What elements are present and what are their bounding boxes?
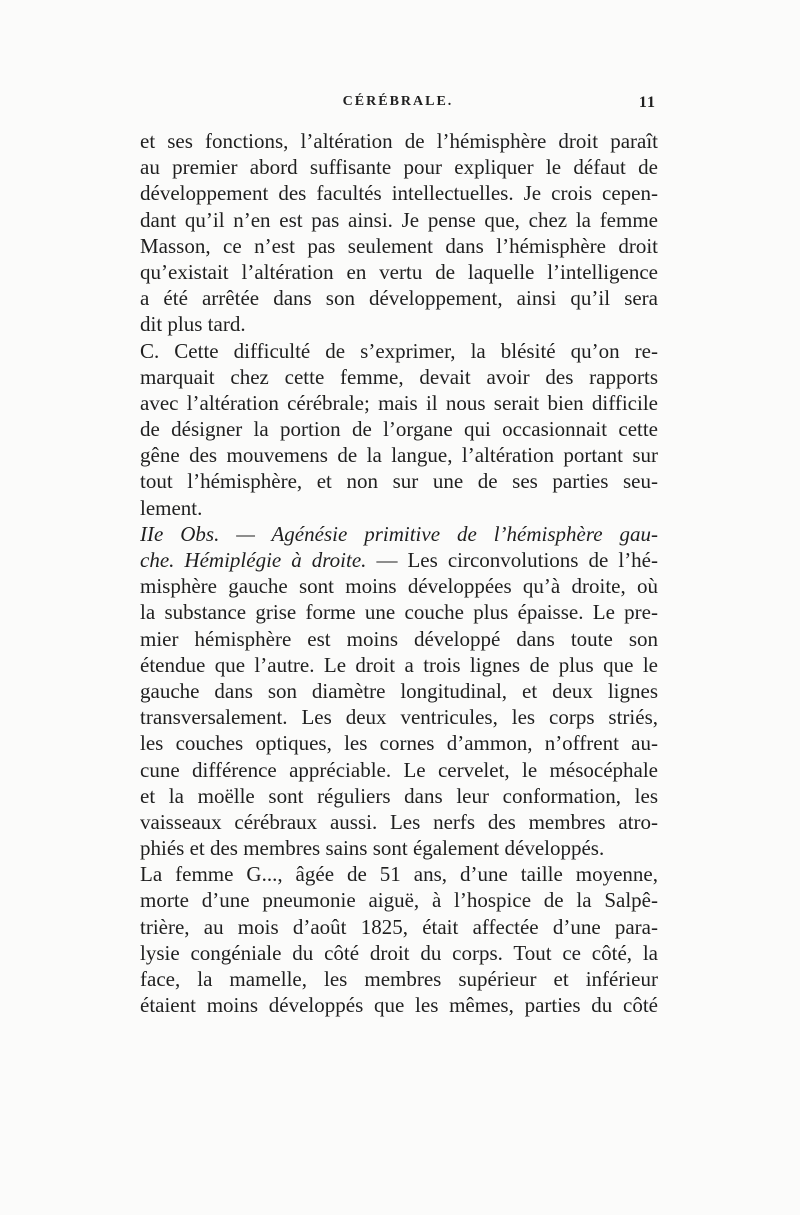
line-text: Masson, ce n’est pas seulement dans l’hémisphère droit — [140, 233, 658, 258]
text-line — [140, 599, 658, 625]
line-text: C. Cette difficulté de s’exprimer, la blésité qu’on re- — [140, 338, 658, 363]
line-text: misphère gauche sont moins développées qu’à droite, où — [140, 574, 658, 599]
text-line — [140, 390, 658, 416]
line-text: — Les circonvolutions de l’hé- — [366, 548, 658, 572]
line-text: les couches optiques, les cornes d’ammon, n’offrent au- — [140, 731, 658, 756]
line-text: étaient moins développés que les mêmes, parties du côté — [140, 993, 658, 1018]
running-head — [140, 94, 656, 118]
line-text: face, la mamelle, les membres supérieur et inférieur — [140, 967, 658, 991]
text-line — [140, 992, 658, 1018]
text-line — [140, 757, 658, 783]
text-line — [140, 783, 658, 809]
line-text: phiés et des membres sains sont également développés. — [140, 836, 605, 861]
line-text: cune différence appréciable. Le cervelet, le mésocéphale — [140, 757, 658, 782]
line-text: au premier abord suffisante pour expliquer le défaut de — [140, 155, 658, 180]
line-text: gauche dans son diamètre longitudinal, et deux lignes — [140, 678, 658, 703]
text-line — [140, 180, 658, 206]
line-text: mier hémisphère est moins développé dans toute son — [140, 626, 658, 651]
text-line — [140, 233, 658, 259]
line-text: lysie congéniale du côté droit du corps. Tout ce côté, la — [140, 940, 658, 965]
text-line — [140, 311, 658, 337]
text-line — [140, 652, 658, 678]
line-text: marquait chez cette femme, devait avoir des rapports — [140, 364, 658, 389]
line-text: transversalement. Les deux ventricules, les corps striés, — [140, 705, 658, 730]
line-text: morte d’une pneumonie aiguë, à l’hospice de la Salpê- — [140, 888, 658, 913]
line-text: qu’existait l’altération en vertu de laquelle l’intelligence — [140, 259, 658, 284]
text-line — [140, 704, 658, 730]
text-line — [140, 442, 658, 468]
text-line — [140, 285, 658, 311]
line-text: La femme G..., âgée de 51 ans, d’une taille moyenne, — [140, 862, 658, 887]
line-text: trière, au mois d’août 1825, était affectée d’une para- — [140, 914, 658, 939]
text-line — [140, 468, 658, 494]
line-text: a été arrêtée dans son développement, ainsi qu’il sera — [140, 286, 658, 311]
line-text: vaisseaux cérébraux aussi. Les nerfs des membres atro- — [140, 809, 658, 834]
text-line — [140, 128, 658, 154]
text-line — [140, 626, 658, 652]
italic-heading: che. Hémiplégie à droite. — [140, 548, 367, 572]
text-line — [140, 730, 658, 756]
line-text: tout l’hémisphère, et non sur une de ses parties seu- — [140, 469, 658, 494]
line-text: de désigner la portion de l’organe qui occasionnait cette — [140, 417, 658, 442]
text-line — [140, 966, 658, 992]
text-line — [140, 416, 658, 442]
text-line — [140, 521, 658, 547]
line-text: lement. — [140, 495, 203, 520]
text-line — [140, 887, 658, 913]
line-text: gêne des mouvemens de la langue, l’altération portant sur — [140, 443, 658, 468]
text-line — [140, 495, 658, 521]
text-line — [140, 861, 658, 887]
line-text: développement des facultés intellectuelles. Je crois cepen- — [140, 181, 658, 206]
line-text: et la moëlle sont réguliers dans leur conformation, les — [140, 783, 658, 808]
line-text: dant qu’il n’en est pas ainsi. Je pense que, chez la femme — [140, 207, 658, 232]
page-number: 11 — [638, 94, 656, 111]
running-title: CÉRÉBRALE. — [342, 94, 454, 109]
line-text: étendue que l’autre. Le droit a trois lignes de plus que le — [140, 652, 658, 677]
text-line — [140, 835, 658, 861]
line-text: avec l’altération cérébrale; mais il nous serait bien difficile — [140, 390, 658, 415]
italic-heading: IIe Obs. — Agénésie primitive de l’hémisphère gau- — [140, 521, 658, 546]
text-line — [140, 547, 658, 573]
text-line — [140, 573, 658, 599]
text-line — [140, 940, 658, 966]
line-text: la substance grise forme une couche plus épaisse. Le pre- — [140, 600, 658, 625]
text-line — [140, 914, 658, 940]
text-line — [140, 364, 658, 390]
line-text: et ses fonctions, l’altération de l’hémisphère droit paraît — [140, 129, 658, 153]
line-text: dit plus tard. — [140, 312, 246, 337]
text-line — [140, 338, 658, 364]
text-line — [140, 809, 658, 835]
text-line — [140, 259, 658, 285]
text-line — [140, 678, 658, 704]
body-text — [140, 128, 658, 1018]
text-line — [140, 154, 658, 180]
text-line — [140, 207, 658, 233]
